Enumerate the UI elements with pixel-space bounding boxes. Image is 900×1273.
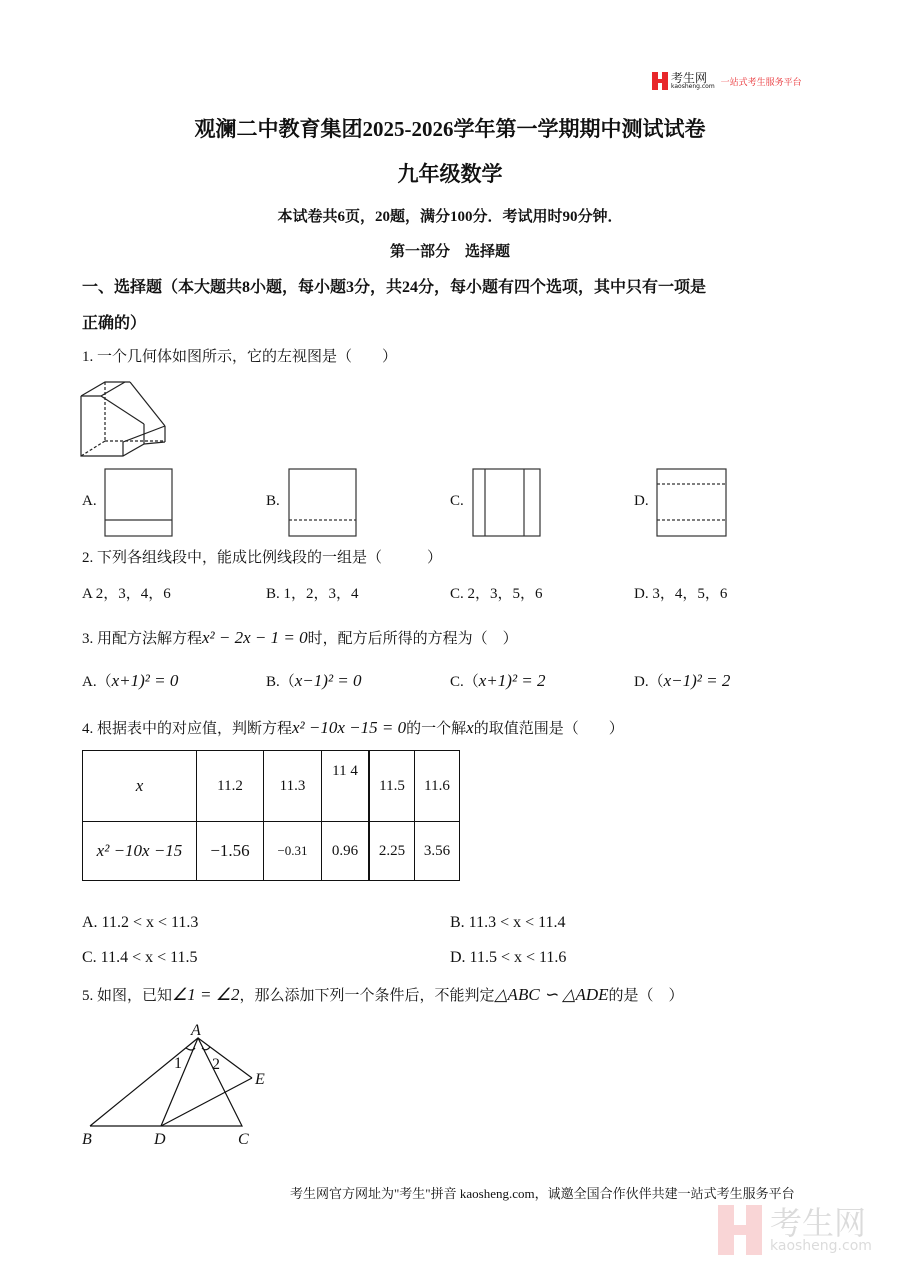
footer-text: 考生网官方网址为"考生"拼音 kaosheng.com，诚邀全国合作伙伴共建一站式考生服务平台	[290, 1186, 795, 1201]
q4-value-table	[82, 750, 460, 881]
q4-stem-end: 的取值范围是（ ）	[473, 721, 624, 737]
q4-option-c[interactable]: C. 11.4 < x < 11.5	[82, 949, 198, 966]
table-cell: 0.96	[322, 822, 370, 881]
q2-option-d[interactable]: D. 3，4，5，6	[634, 586, 728, 602]
q5-stem-after: 的是（ ）	[608, 988, 684, 1004]
q5-stem	[82, 984, 684, 1005]
table-cell: 11.6	[415, 751, 460, 822]
q5-stem-before: 5. 如图，已知	[82, 988, 173, 1004]
section-heading-line2: 正确的）	[82, 315, 147, 332]
q5-similarity: △ABC ∽ △ADE	[494, 985, 609, 1004]
q3-option-b[interactable]	[266, 670, 362, 691]
q1-option-b-figure[interactable]	[288, 468, 358, 538]
q2-stem: 2. 下列各组线段中，能成比例线段的一组是（ ）	[82, 550, 443, 566]
section-heading-line1: 一、选择题（本大题共8小题，每小题3分，共24分，每小题有四个选项，其中只有一项是	[82, 279, 707, 296]
option-math: x−1)² = 2	[663, 671, 731, 690]
option-math: x+1)² = 0	[111, 671, 179, 690]
q1-stem: 1. 一个几何体如图所示，它的左视图是（ ）	[82, 349, 398, 365]
logo-brand: 考生网	[671, 71, 708, 85]
q4-option-a[interactable]: A. 11.2 < x < 11.3	[82, 914, 199, 931]
q3-stem-after: 时，配方后所得的方程为（ ）	[307, 631, 518, 647]
q3-option-c[interactable]	[450, 670, 546, 691]
part-heading: 第一部分 选择题	[389, 244, 510, 260]
q2-option-b[interactable]: B. 1，2，3，4	[266, 586, 359, 602]
label-a: A	[191, 1022, 201, 1039]
q4-stem	[82, 717, 624, 738]
table-cell: −0.31	[264, 822, 322, 881]
q3-option-d[interactable]	[634, 670, 730, 691]
label-angle-2: 2	[212, 1056, 220, 1073]
option-label: B.（	[266, 674, 295, 690]
option-label: A.（	[82, 674, 112, 690]
q4-variable: x	[466, 718, 474, 737]
q4-equation: x² −10x −15 = 0	[292, 718, 407, 737]
label-c: C	[238, 1131, 249, 1148]
q2-option-a[interactable]: A 2，3，4，6	[82, 586, 171, 602]
exam-title: 观澜二中教育集团2025-2026学年第一学期期中测试试卷	[194, 117, 706, 141]
q2-option-c[interactable]: C. 2，3，5，6	[450, 586, 543, 602]
table-cell: 2.25	[369, 822, 415, 881]
q1-solid-figure	[80, 380, 170, 462]
option-label: C.（	[450, 674, 479, 690]
table-cell: 11.3	[264, 751, 322, 822]
exam-info: 本试卷共6页，20题，满分100分．考试用时90分钟．	[277, 209, 623, 225]
table-cell: x	[83, 751, 197, 822]
label-angle-1: 1	[174, 1055, 182, 1072]
q1-option-d-figure[interactable]	[656, 468, 728, 538]
q4-option-d[interactable]: D. 11.5 < x < 11.6	[450, 949, 567, 966]
watermark	[718, 1205, 872, 1255]
option-math: x+1)² = 2	[478, 671, 546, 690]
q1-option-c-label[interactable]: C.	[450, 493, 464, 509]
label-e: E	[255, 1071, 265, 1088]
table-cell: 11.5	[369, 751, 415, 822]
q1-option-a-figure[interactable]	[104, 468, 174, 538]
kaosheng-logo-icon	[652, 72, 668, 90]
watermark-domain: kaosheng.com	[770, 1238, 872, 1254]
q5-triangle-figure	[78, 1018, 278, 1150]
table-cell: 3.56	[415, 822, 460, 881]
q4-stem-after: 的一个解	[406, 721, 467, 737]
q1-option-b-label[interactable]: B.	[266, 493, 280, 509]
table-cell: −1.56	[197, 822, 264, 881]
logo-slogan: 一站式考生服务平台	[720, 77, 802, 88]
q3-stem	[82, 627, 518, 648]
q3-equation: x² − 2x − 1 = 0	[202, 628, 308, 647]
table-cell: 11.2	[197, 751, 264, 822]
table-cell: 11 4	[322, 751, 370, 822]
table-cell: x² −10x −15	[83, 822, 197, 881]
label-b: B	[82, 1131, 92, 1148]
q1-option-d-label[interactable]: D.	[634, 493, 649, 509]
q4-option-b[interactable]: B. 11.3 < x < 11.4	[450, 914, 566, 931]
label-d: D	[154, 1131, 166, 1148]
q3-option-a[interactable]	[82, 670, 178, 691]
header-logo	[652, 72, 802, 90]
q5-stem-mid: ，那么添加下列一个条件后，不能判定	[239, 988, 495, 1004]
table-row	[83, 751, 460, 822]
q1-option-c-figure[interactable]	[472, 468, 542, 538]
exam-subtitle: 九年级数学	[397, 162, 503, 186]
q4-stem-before: 4. 根据表中的对应值，判断方程	[82, 721, 293, 737]
table-row	[83, 822, 460, 881]
watermark-logo-icon	[718, 1205, 762, 1255]
q3-stem-before: 3. 用配方法解方程	[82, 631, 203, 647]
q5-angle-condition: ∠1 = ∠2	[172, 985, 240, 1004]
q1-option-a-label[interactable]: A.	[82, 493, 97, 509]
option-label: D.（	[634, 674, 664, 690]
logo-domain: kaosheng.com	[671, 83, 715, 90]
option-math: x−1)² = 0	[294, 671, 362, 690]
watermark-brand: 考生网	[770, 1204, 867, 1242]
